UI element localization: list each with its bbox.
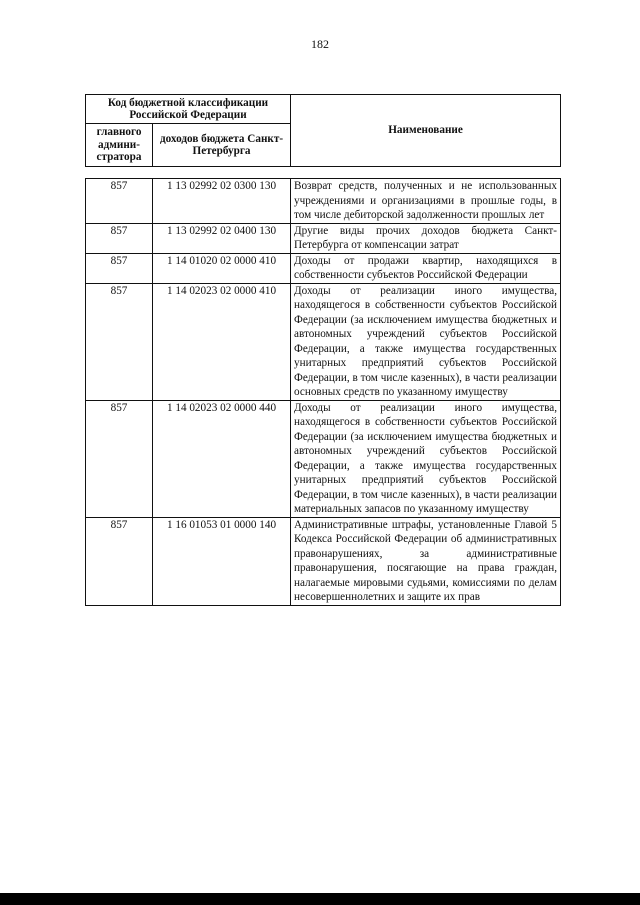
scan-bottom-edge: [0, 893, 640, 905]
income-code-cell: 1 13 02992 02 0300 130: [153, 179, 291, 224]
income-code-cell: 1 16 01053 01 0000 140: [153, 517, 291, 605]
income-name-cell: Административные штрафы, установленные Главой 5 Кодекса Российской Федерации об административных правонарушениях, за административные правонарушения, посягающие на права граждан, налагаемые мировыми судьями, комиссиями по делам несовершеннолетних и защите их прав: [291, 517, 561, 605]
income-code-cell: 1 14 01020 02 0000 410: [153, 253, 291, 283]
table-row: [86, 179, 561, 224]
page-number: 182: [311, 37, 329, 51]
revenue-table: [85, 178, 561, 606]
income-code-cell: 1 13 02992 02 0400 130: [153, 223, 291, 253]
admin-code-cell: 857: [86, 283, 153, 400]
table-row: [86, 253, 561, 283]
income-code-cell: 1 14 02023 02 0000 410: [153, 283, 291, 400]
admin-code-cell: 857: [86, 253, 153, 283]
table-row: [86, 517, 561, 605]
admin-code-cell: 857: [86, 223, 153, 253]
header-main-administrator: главного админи-стратора: [86, 124, 153, 167]
admin-code-cell: 857: [86, 400, 153, 517]
table-row: [86, 283, 561, 400]
header-budget-income: доходов бюджета Санкт-Петербурга: [153, 124, 291, 167]
income-name-cell: Доходы от реализации иного имущества, находящегося в собственности субъектов Российской Федерации (за исключением имущества бюджетных и автономных учреждений субъектов Российской Федерации, а также имущества государственных унитарных предприятий субъектов Российской Федерации, в том числе казенных), в части реализации основных средств по указанному имуществу: [291, 283, 561, 400]
header-budget-code-group: Код бюджетной классификации Российской Федерации: [86, 95, 291, 124]
income-name-cell: Возврат средств, полученных и не использованных учреждениями и организациями в прошлые годы, в том числе дебиторской задолженности прошлых лет: [291, 179, 561, 224]
table-row: [86, 400, 561, 517]
admin-code-cell: 857: [86, 179, 153, 224]
income-code-cell: 1 14 02023 02 0000 440: [153, 400, 291, 517]
income-name-cell: Доходы от реализации иного имущества, находящегося в собственности субъектов Российской Федерации (за исключением имущества бюджетных и автономных учреждений субъектов Российской Федерации, а также имущества государственных унитарных предприятий субъектов Российской Федерации, в том числе казенных), в части реализации материальных запасов по указанному имуществу: [291, 400, 561, 517]
table-header: [85, 94, 561, 167]
table-row: [86, 223, 561, 253]
header-name: Наименование: [291, 95, 561, 167]
income-name-cell: Другие виды прочих доходов бюджета Санкт-Петербурга от компенсации затрат: [291, 223, 561, 253]
admin-code-cell: 857: [86, 517, 153, 605]
income-name-cell: Доходы от продажи квартир, находящихся в собственности субъектов Российской Федерации: [291, 253, 561, 283]
